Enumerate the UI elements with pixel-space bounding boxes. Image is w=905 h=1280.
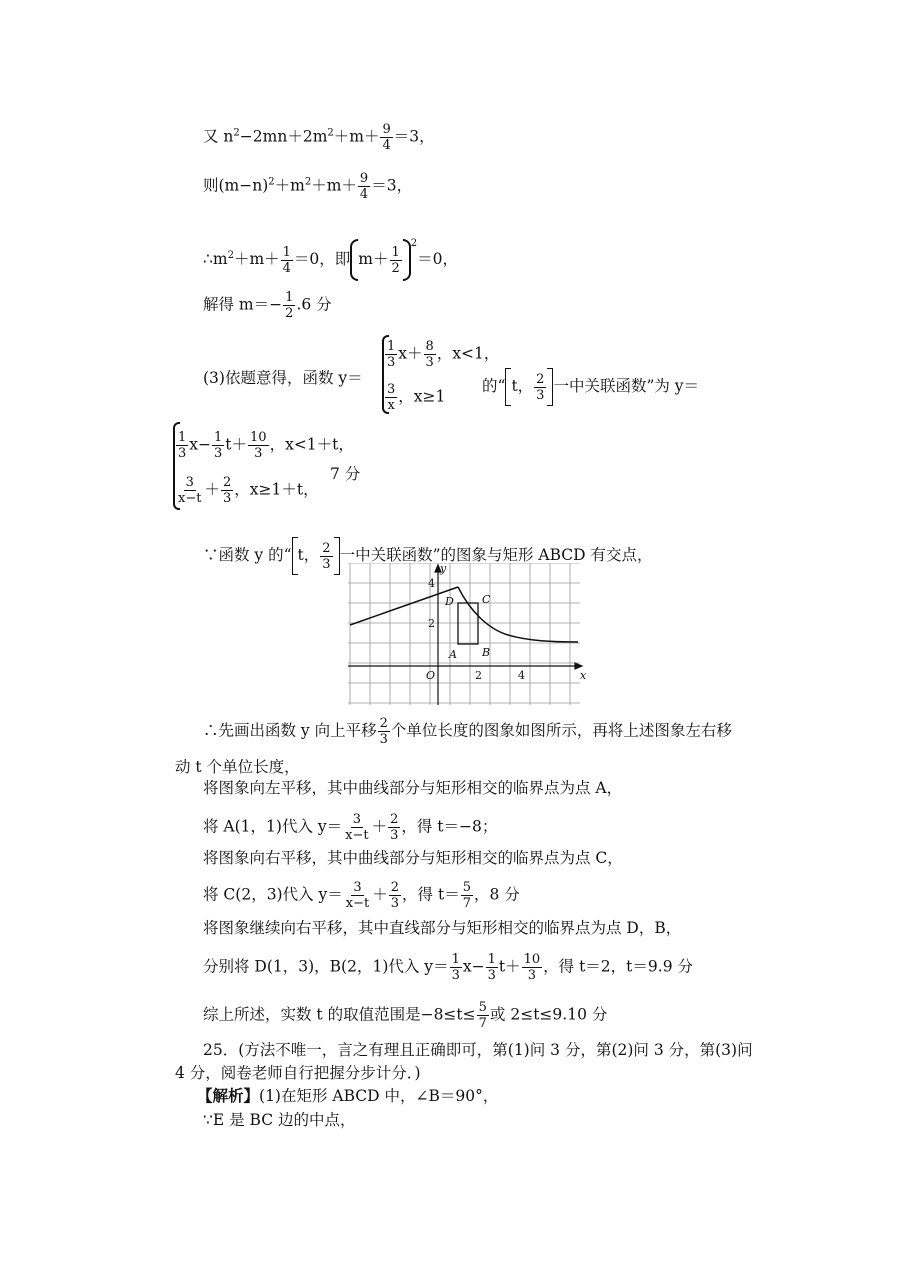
- score-7: 7 分: [330, 465, 361, 483]
- step-3: 将图象向右平移，其中曲线部分与矩形相交的临界点为点 C，: [203, 849, 623, 867]
- rectangle-abcd: [458, 603, 478, 644]
- part3-relation: 的“ t， $\frac{2}{3}$ 一中关联函数”为 y＝: [482, 368, 699, 406]
- tick-y-4: 4: [428, 577, 435, 590]
- tick-x-2: 2: [475, 669, 482, 682]
- point-d-label: D: [445, 595, 454, 608]
- eq-line-4: 解得 m＝− $\frac{1}{2}$ .6 分: [203, 290, 332, 321]
- eq-line-1: 又 $n^2-2mn+2m^2+m+$ $\frac{9}{4}$ ＝3，: [203, 122, 435, 153]
- step-5: 将图象继续向右平移，其中直线部分与矩形相交的临界点为点 D，B，: [203, 919, 682, 937]
- result-case1: $\frac{1}{3}$ x− $\frac{1}{3}$ t＋ $\frac{10}{3}$ ，x<1＋t，: [178, 430, 354, 461]
- tick-x-4: 4: [518, 669, 525, 682]
- last-line: ∵E 是 BC 边的中点，: [203, 1111, 356, 1129]
- analysis-line: 【解析】(1)在矩形 ABCD 中，∠B＝90°，: [197, 1086, 499, 1105]
- part3-case2: $\frac{3}{x}$ ，x≥1: [387, 382, 446, 413]
- step-6: 分别将 D(1，3)，B(2，1)代入 y＝ $\frac{1}{3}$ x− $\frac{1}{3}$ t＋ $\frac{10}{3}$ ，得 t＝2，t＝9.9 分: [203, 952, 693, 983]
- step-4: 将 C(2，3)代入 y＝ $\frac{3}{x-t}$ ＋ $\frac{2}{3}$ ，得 t＝ $\frac{5}{7}$ ，8 分: [203, 880, 520, 911]
- part3-prefix: (3)依题意得，函数 y＝: [203, 369, 363, 387]
- part3-case1: $\frac{1}{3}$ x＋ $\frac{8}{3}$ ，x<1，: [387, 339, 500, 370]
- fraction: $\frac{9}{4}$: [359, 171, 369, 202]
- eq-line-2: 则$(m-n)^2+m^2+m+$ $\frac{9}{4}$ ＝3，: [203, 171, 413, 202]
- q25-line-2: 4 分，阅卷老师自行把握分步计分．): [175, 1064, 421, 1082]
- step-2: 将 A(1，1)代入 y＝ $\frac{3}{x-t}$ ＋ $\frac{2}{3}$ ，得 t＝−8；: [203, 812, 498, 843]
- axis-x-label: x: [580, 669, 587, 682]
- grid: [348, 563, 580, 705]
- therefore-line-1: ∴先画出函数 y 向上平移 $\frac{2}{3}$ 个单位长度的图象如图所示，再将上述图象左右移: [203, 716, 732, 747]
- tick-y-2: 2: [428, 617, 435, 630]
- analysis-tag: 【解析】: [197, 1086, 260, 1105]
- function-curve: [350, 587, 578, 642]
- fraction: $\frac{9}{4}$: [382, 122, 391, 153]
- step-7: 综上所述，实数 t 的取值范围是−8≤t≤ $\frac{5}{7}$ 或 2≤t≤9.10 分: [203, 1000, 608, 1031]
- right-paren: [403, 239, 411, 281]
- fraction: $\frac{1}{2}$: [285, 290, 294, 321]
- result-case2: $\frac{3}{x-t}$ ＋ $\frac{2}{3}$ ，x≥1＋t，: [178, 475, 319, 506]
- function-graph-figure: [348, 563, 588, 705]
- point-c-label: C: [482, 593, 491, 606]
- origin-label: O: [426, 669, 436, 682]
- because-line: ∵函数 y 的“ t， $\frac{2}{3}$ 一中关联函数”的图象与矩形 ABCD 有交点，: [203, 537, 653, 575]
- q25-line-1: 25．(方法不唯一，言之有理且正确即可，第(1)问 3 分，第(2)问 3 分，第(3)问: [203, 1041, 753, 1059]
- point-b-label: B: [482, 646, 491, 659]
- axis-y-label: y: [440, 563, 447, 575]
- fraction: $\frac{1}{2}$: [391, 244, 400, 276]
- axes: [348, 565, 582, 705]
- fraction: $\frac{1}{4}$: [282, 244, 291, 276]
- step-1: 将图象向左平移，其中曲线部分与矩形相交的临界点为点 A，: [203, 779, 623, 797]
- eq-line-3: $\therefore m^2+m+$ $\frac{1}{4}$ ＝0，即 m＋ $\frac{1}{2}$ $^2$＝0，: [203, 234, 458, 281]
- point-a-label: A: [449, 648, 457, 661]
- therefore-line-2: 动 t 个单位长度，: [175, 758, 300, 776]
